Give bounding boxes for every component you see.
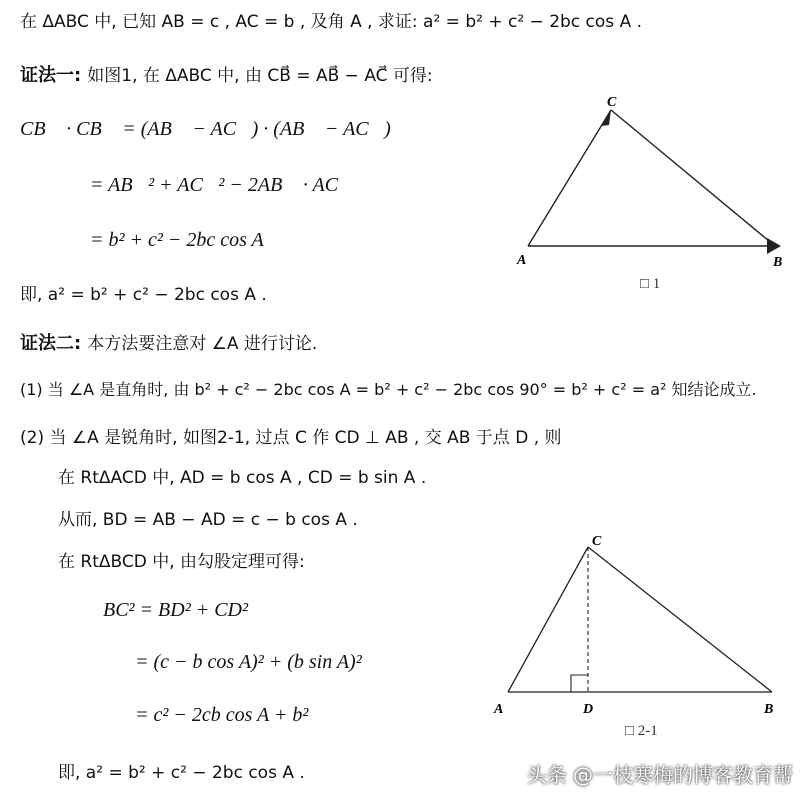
proof1-eq2: = AB⃗² + AC⃗² − 2AB⃗ · AC⃗ bbox=[90, 174, 354, 196]
figure-1 bbox=[505, 88, 795, 298]
problem-statement: 在 ΔABC 中, 已知 AB = c , AC = b , 及角 A , 求证: a² = b² + c² − 2bc cos A . bbox=[20, 12, 643, 32]
fig1-side-AC bbox=[528, 110, 611, 246]
watermark: 头条 @一枝寒梅的博客教育帮 bbox=[526, 763, 793, 787]
proof2-title: 证法二: bbox=[20, 333, 82, 354]
proof2-eq2: = (c − b cos A)² + (b sin A)² bbox=[135, 651, 362, 673]
figure1-caption: □ 1 bbox=[640, 276, 661, 292]
fig2-label-B: B bbox=[764, 702, 774, 717]
fig1-side-CB bbox=[611, 110, 775, 246]
fig1-label-C: C bbox=[607, 95, 617, 110]
proof2-conclusion: 即, a² = b² + c² − 2bc cos A . bbox=[58, 763, 305, 783]
figure2-caption: □ 2-1 bbox=[625, 723, 658, 739]
figure-2-1 bbox=[490, 525, 790, 725]
fig1-label-B: B bbox=[773, 255, 783, 270]
proof1-intro: 如图1, 在 ΔABC 中, 由 CB⃗ = AB⃗ − AC⃗ 可得: bbox=[87, 66, 433, 86]
proof2-eq1: BC² = BD² + CD² bbox=[103, 599, 248, 621]
proof1-header bbox=[20, 63, 433, 88]
fig2-label-A: A bbox=[494, 702, 504, 717]
proof2-eq3: = c² − 2cb cos A + b² bbox=[135, 704, 309, 726]
proof2-line2: 从而, BD = AB − AD = c − b cos A . bbox=[58, 510, 358, 530]
fig2-side-AC bbox=[508, 547, 588, 692]
fig2-label-C: C bbox=[592, 534, 602, 549]
proof2-header bbox=[20, 331, 317, 356]
proof1-title: 证法一: bbox=[20, 65, 82, 86]
proof2-case2: (2) 当 ∠A 是锐角时, 如图2-1, 过点 C 作 CD ⊥ AB , 交 AB 于点 D , 则 bbox=[20, 428, 562, 448]
fig1-label-A: A bbox=[517, 253, 527, 268]
proof2-intro: 本方法要注意对 ∠A 进行讨论. bbox=[87, 334, 318, 354]
fig2-label-D: D bbox=[583, 702, 594, 717]
proof1-eq1: CB⃗ · CB⃗ = (AB⃗ − AC⃗) · (AB⃗ − AC⃗) bbox=[20, 118, 391, 140]
fig2-side-CB bbox=[588, 547, 772, 692]
fig2-right-angle-mark bbox=[571, 675, 588, 692]
proof2-line1: 在 RtΔACD 中, AD = b cos A , CD = b sin A . bbox=[58, 468, 427, 488]
proof1-eq3: = b² + c² − 2bc cos A bbox=[90, 229, 264, 251]
proof1-conclusion: 即, a² = b² + c² − 2bc cos A . bbox=[20, 285, 267, 305]
fig1-arrow-B bbox=[767, 238, 781, 254]
proof2-line3: 在 RtΔBCD 中, 由勾股定理可得: bbox=[58, 552, 305, 572]
proof2-case1: (1) 当 ∠A 是直角时, 由 b² + c² − 2bc cos A = b² + c² − 2bc cos 90° = b² + c² = a² 知结论成立. bbox=[20, 380, 757, 399]
